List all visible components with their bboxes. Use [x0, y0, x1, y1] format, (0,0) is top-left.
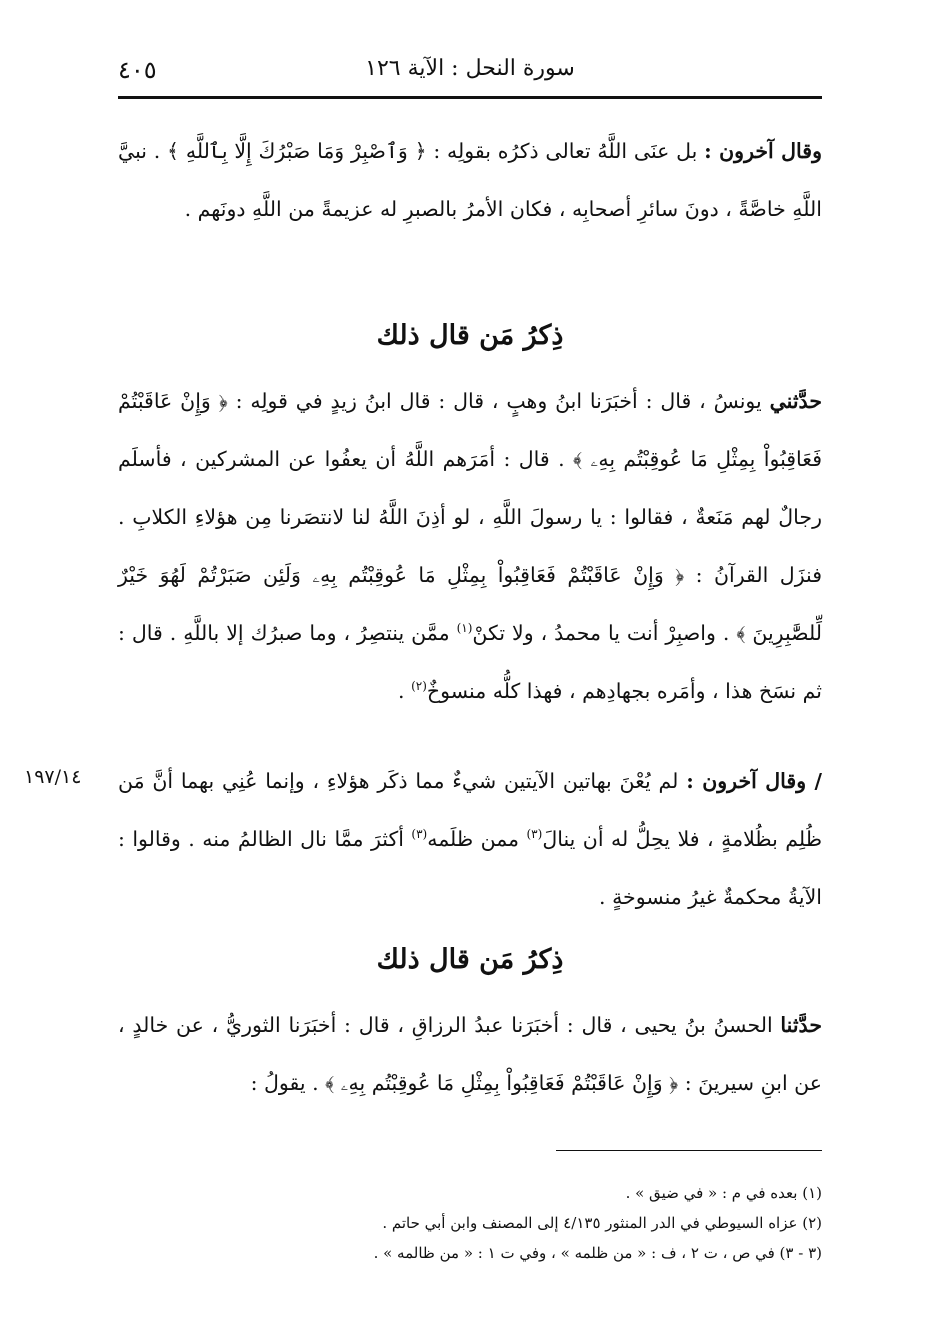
paragraph-1 [118, 122, 822, 238]
paragraph-4-text [118, 996, 822, 1112]
header-rule [118, 96, 822, 99]
running-title: سورة النحل : الآية ١٢٦ [365, 56, 575, 81]
paragraph-2-body-a: يونسُ ، قال : أخبَرَنا ابنُ وهبٍ ، قال : قال ابنُ زيدٍ في قولِه : ﴿ وَإِنْ عَاقَبْتُمْ فَعَاقِبُواْ بِمِثْلِ مَا عُوقِبْتُم بِهِۦ ﴾ . قال : أمَرَهم اللَّهُ أن يعفُوا عن المشركين ، فأسلَم رجالٌ لهم مَنَعةٌ ، فقالوا : يا رسولَ اللَّهِ ، لو أذِنَ اللَّهُ لنا لانتصَرنا مِن هؤلاءِ الكلابِ . فنزَل القرآنُ : ﴿ وَإِنْ عَاقَبْتُمْ فَعَاقِبُواْ بِمِثْلِ مَا عُوقِبْتُم بِهِۦ وَلَئِن صَبَرْتُمْ لَهُوَ خَيْرٌ لِّلصَّٰبِرِينَ ﴾ . واصبِرْ أنت يا محمدُ ، ولا تكنْ [118, 389, 822, 645]
footnote-2: (٢) عزاه السيوطي في الدر المنثور ٤/١٣٥ إلى المصنف وابن أبي حاتم . [382, 1214, 822, 1232]
paragraph-1-text [118, 122, 822, 238]
page-header [118, 52, 822, 92]
footnote-ref-3-start: (٣) [526, 827, 543, 842]
paragraph-1-lead: وقال آخرون : [704, 139, 822, 163]
margin-reference: ١٩٧/١٤ [24, 766, 82, 788]
footnote-rule [556, 1150, 822, 1151]
paragraph-4-lead: حدَّثنا [780, 1013, 822, 1037]
section-heading-1: ذِكرُ مَن قال ذلك [376, 320, 564, 351]
footnote-ref-1: (١) [456, 621, 473, 636]
footnote-1: (١) بعده في م : « في ضيق » . [625, 1184, 822, 1202]
paragraph-3 [118, 752, 822, 926]
paragraph-3-body-a: لم يُعْنَ بهاتين الآيتين شيءٌ مما ذكَر هؤلاءِ ، وإنما عُنِي بهما أنَّ مَن ظُلِم بظُلامةٍ ، فلا يحِلُّ له أن ينالَ [118, 769, 823, 851]
page-number: ٤٠٥ [118, 56, 157, 84]
paragraph-2-body-c: . [398, 679, 412, 703]
paragraph-1-body: بل عنَى اللَّهُ تعالى ذكرُه بقولِه : ﴿ وَٱصْبِرْ وَمَا صَبْرُكَ إِلَّا بِٱللَّهِ ﴾ . نبيَّ اللَّهِ خاصَّةً ، دونَ سائرِ أصحابِه ، فكان الأمرُ بالصبرِ له عزيمةً من اللَّهِ دونَهم . [118, 139, 822, 221]
paragraph-2-lead: حدَّثني [769, 389, 822, 413]
footnote-ref-2: (٢) [411, 679, 427, 694]
footnote-ref-3-end: (٣) [411, 827, 428, 842]
paragraph-3-slash: / [806, 769, 822, 793]
paragraph-3-body-c: أكثرَ ممَّا نال الظالمُ منه . وقالوا : الآيةُ محكمةٌ غيرُ منسوخةٍ . [118, 827, 822, 909]
footnote-3: (٣ - ٣) في ص ، ت ٢ ، ف : « من ظلمه » ، وفي ت ١ : « من ظالمه » . [373, 1244, 822, 1262]
paragraph-3-lead: وقال آخرون : [686, 769, 807, 793]
paragraph-3-body-b: ممن ظلَمه [427, 827, 527, 851]
paragraph-4-body: الحسنُ بنُ يحيى ، قال : أخبَرَنا عبدُ الرزاقِ ، قال : أخبَرَنا الثوريُّ ، عن خالدٍ ، عن ابنِ سيرينَ : ﴿ وَإِنْ عَاقَبْتُمْ فَعَاقِبُواْ بِمِثْلِ مَا عُوقِبْتُم بِهِۦ ﴾ . يقولُ : [118, 1013, 822, 1095]
paragraph-2-text [118, 372, 822, 720]
paragraph-2-body-b: ممَّن ينتصِرُ ، وما صبرُك إلا باللَّهِ . قال : ثم نسَخ هذا ، وأمَره بجهادِهم ، فهذا كلُّه منسوخٌ [118, 621, 822, 703]
paragraph-3-text [118, 752, 822, 926]
section-heading-2: ذِكرُ مَن قال ذلك [376, 944, 564, 975]
paragraph-2 [118, 372, 822, 720]
footnotes [118, 1178, 822, 1268]
paragraph-4 [118, 996, 822, 1112]
